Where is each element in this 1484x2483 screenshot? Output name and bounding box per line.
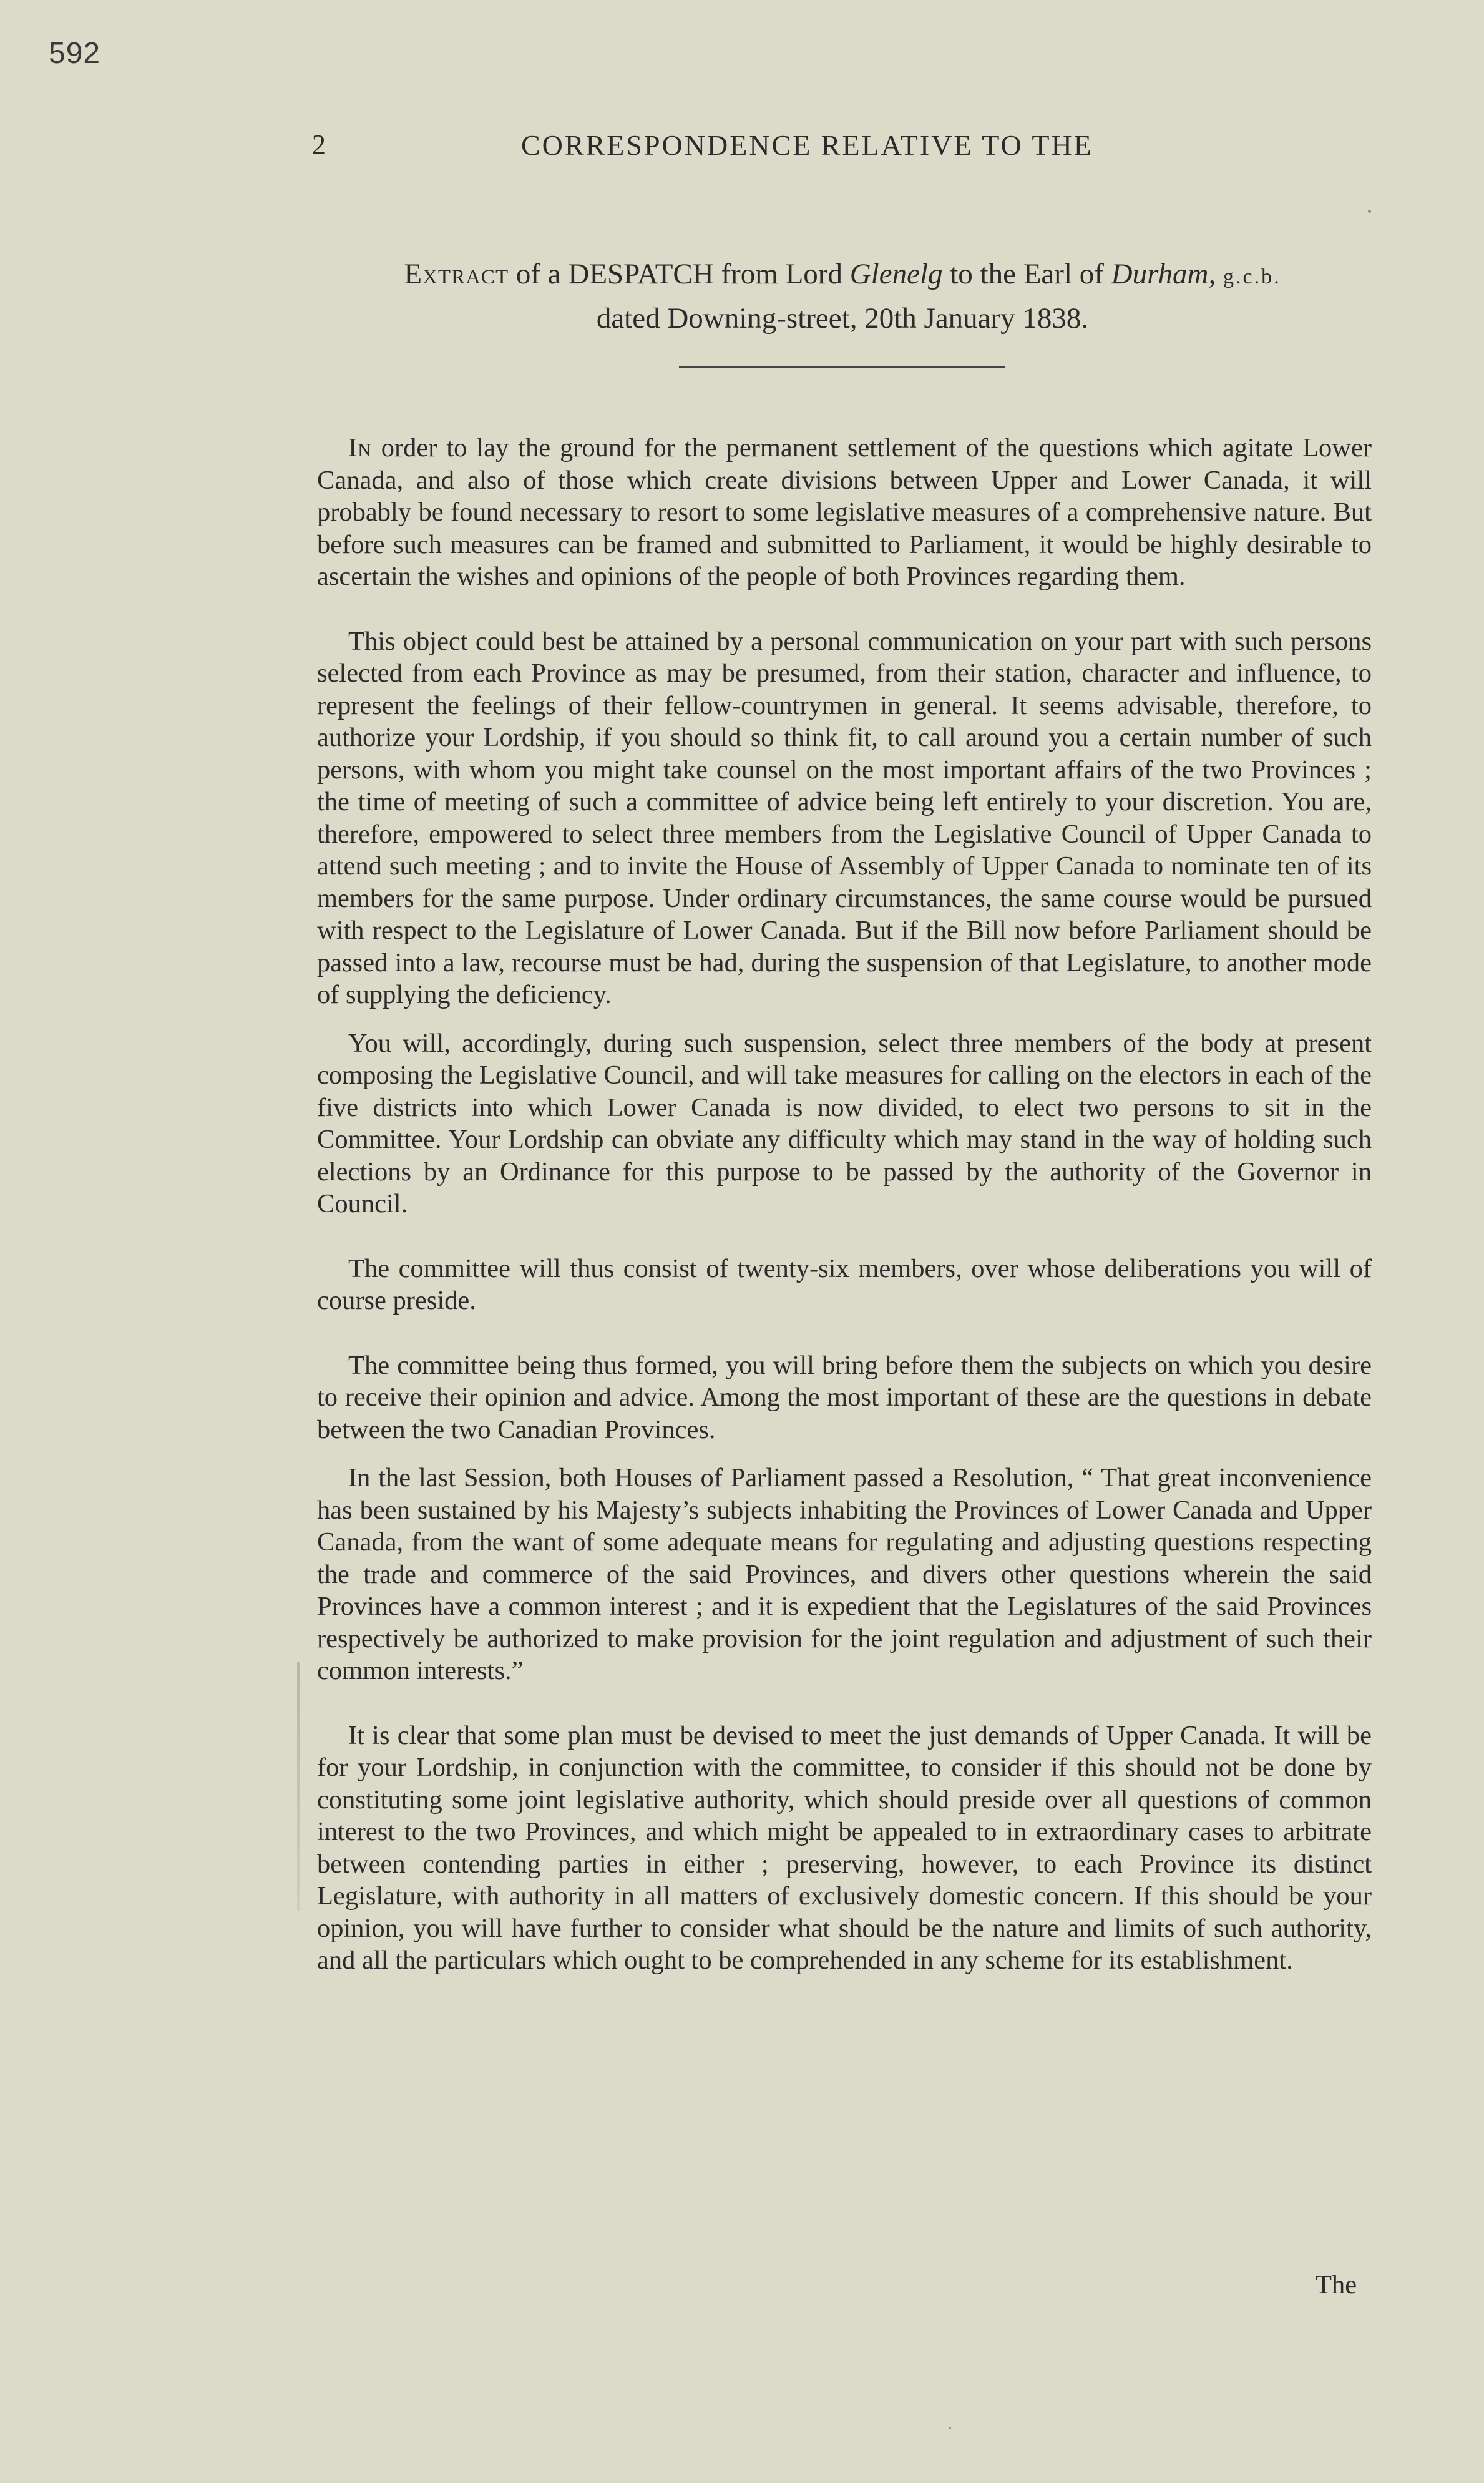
- paragraph-1: [317, 432, 1372, 593]
- paper-speck: [949, 2427, 951, 2429]
- despatch-body: [317, 432, 1372, 2009]
- despatch-word: DESPATCH: [568, 258, 714, 290]
- paragraph-5: The committee being thus formed, you will bring before them the subjects on which you desire to receive their opinion and advice. Among the most important of these are the questions in debate between the two Canadian Provinces.: [317, 1350, 1372, 1444]
- heading-date-line: dated Downing-street, 20th January 1838.: [596, 302, 1089, 335]
- running-header: [312, 129, 1360, 166]
- archive-page-number: 592: [49, 37, 101, 70]
- heading-text: to the Earl of: [942, 258, 1111, 290]
- paragraph-6: In the last Session, both Houses of Parliament passed a Resolution, “ That great inconvenience has been sustained by his Majesty’s subjects inhabiting the Provinces of Lower Canada and Upper Canada, from the want of some adequate means for regulating and adjusting questions respecting the trade and commerce of the said Provinces, and divers other questions wherein the said Provinces have a common interest ; and it is expedient that the Legislatures of the said Provinces respectively be authorized to make provision for the joint regulation and adjustment of such their common interests.”: [317, 1463, 1372, 1685]
- despatch-heading: [312, 253, 1373, 339]
- margin-pencil-mark: [297, 1662, 300, 1911]
- heading-line-1: [312, 253, 1373, 298]
- paragraph-text: order to lay the ground for the permanent settlement of the questions which agitate Lower Canada, and also of those which create divisions between Upper and Lower Canada, it will probably be found necessary to resort to some legislative measures of a comprehensive nature. But before such measures can be framed and submitted to Parliament, it would be highly desirable to ascertain the wishes and opinions of the people of both Provinces regarding them.: [317, 433, 1372, 591]
- heading-rule: [679, 366, 1005, 368]
- heading-text: from Lord: [713, 258, 850, 290]
- running-header-title: CORRESPONDENCE RELATIVE TO THE: [521, 129, 1093, 161]
- paragraph-2: This object could best be attained by a personal communication on your part with such persons selected from each Province as may be presumed, from their station, character and influence, to represent the feelings of their fellow-countrymen in general. It seems advisable, therefore, to authorize your Lordship, if you should so think fit, to call around you a certain number of such persons, with whom you might take counsel on the most important affairs of the two Provinces ; the time of meeting of such a committee of advice being left entirely to your discretion. You are, therefore, empowered to select three members from the Legislative Council of Upper Canada to attend such meeting ; and to invite the House of Assembly of Upper Canada to nominate ten of its members for the same purpose. Under ordinary circumstances, the same course would be pursued with respect to the Legislature of Lower Canada. But if the Bill now before Parliament should be passed into a law, recourse must be had, during the suspension of that Legislature, to another mode of supplying the deficiency.: [317, 626, 1372, 1009]
- extract-word: Extract: [404, 258, 509, 290]
- earl-name: Durham,: [1111, 258, 1216, 290]
- paragraph-3: You will, accordingly, during such suspension, select three members of the body at present composing the Legislative Council, and will take measures for calling on the electors in each of the five districts into which Lower Canada is now divided, to elect two persons to sit in the Committee. Your Lordship can obviate any difficulty which may stand in the way of holding such elections by an Ordinance for this purpose to be passed by the authority of the Governor in Council.: [317, 1028, 1372, 1218]
- honour-initials: g.c.b.: [1223, 265, 1281, 288]
- catchword: The: [1316, 2270, 1357, 2299]
- paragraph-lead: In: [348, 433, 372, 463]
- lord-name: Glenelg: [849, 258, 943, 290]
- heading-text: of a: [509, 258, 569, 290]
- page-number: 2: [312, 129, 326, 160]
- paragraph-4: The committee will thus consist of twenty-six members, over whose deliberations you will of course preside.: [317, 1253, 1372, 1315]
- paper-speck: [1368, 210, 1371, 213]
- paragraph-7: It is clear that some plan must be devised to meet the just demands of Upper Canada. It will be for your Lordship, in conjunction with the committee, to consider if this should not be done by constituting some joint legislative authority, which should preside over all questions of common interest to the two Provinces, and which might be appealed to in extraordinary cases to arbitrate between contending parties in either ; preserving, however, to each Province its distinct Legislature, with authority in all matters of exclusively domestic concern. If this should be your opinion, you will have further to consider what should be the nature and limits of such authority, and all the particulars which ought to be comprehended in any scheme for its establishment.: [317, 1720, 1372, 1975]
